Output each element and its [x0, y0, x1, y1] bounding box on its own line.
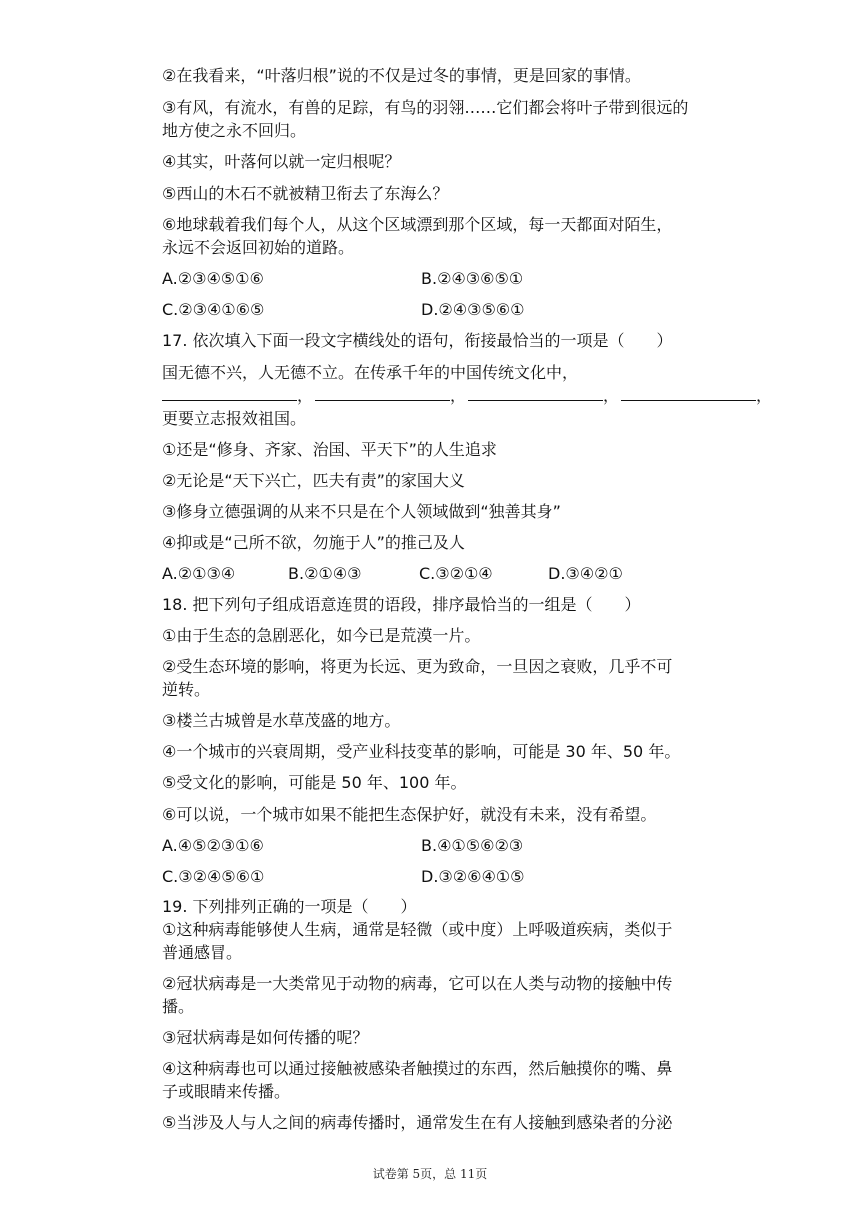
comma: ， [450, 386, 467, 405]
q18-line-6: ⑥可以说，一个城市如果不能把生态保护好，就没有未来，没有希望。 [162, 805, 657, 824]
q18-stem: 18. 把下列句子组成语意连贯的语段，排序最恰当的一组是（ ） [162, 595, 641, 614]
sentence-6-cont: 永远不会返回初始的道路。 [162, 238, 355, 257]
q17-option-b[interactable]: B.②①④③ [288, 564, 362, 583]
sentence-5: ⑤西山的木石不就被精卫衔去了东海么？ [162, 184, 449, 203]
q18-option-a[interactable]: A.④⑤②③①⑥ [162, 836, 264, 855]
q19-line-4-cont: 子或眼睛来传播。 [162, 1082, 291, 1101]
q19-line-2-cont: 播。 [162, 997, 195, 1016]
q17-options [162, 564, 623, 584]
comma: ， [297, 386, 314, 405]
sentence-3: ③有风，有流水，有兽的足踪，有鸟的羽翎……它们都会将叶子带到很远的 [162, 98, 689, 117]
q17-option-a[interactable]: A.②①③④ [162, 564, 236, 583]
sentence-2: ②在我看来，“叶落归根”说的不仅是过冬的事情，更是回家的事情。 [162, 66, 641, 85]
q16-option-c[interactable]: C.②③④①⑥⑤ [162, 300, 265, 319]
q17-blanks-row [162, 386, 772, 406]
q18-line-1: ①由于生态的急剧恶化，如今已是荒漠一片。 [162, 626, 481, 645]
q17-item-2: ②无论是“天下兴亡，匹夫有责”的家国大义 [162, 471, 465, 490]
q17-stem: 17. 依次填入下面一段文字横线处的语句，衔接最恰当的一项是（ ） [162, 331, 673, 350]
q16-option-d[interactable]: D.②④③⑤⑥① [421, 300, 525, 319]
q17-option-d[interactable]: D.③④②① [548, 564, 623, 583]
sentence-6: ⑥地球载着我们每个人，从这个区域漂到那个区域，每一天都面对陌生， [162, 215, 673, 234]
blank-2[interactable] [315, 386, 450, 401]
q18-line-2: ②受生态环境的影响，将更为长远、更为致命，一旦因之衰败，几乎不可 [162, 657, 673, 676]
q19-line-4: ④这种病毒也可以通过接触被感染者触摸过的东西，然后触摸你的嘴、鼻 [162, 1059, 673, 1078]
q16-option-b[interactable]: B.②④③⑥⑤① [421, 269, 524, 288]
q17-option-c[interactable]: C.③②①④ [419, 564, 493, 583]
q17-passage-end: 更要立志报效祖国。 [162, 409, 307, 428]
q17-item-1: ①还是“修身、齐家、治国、平天下”的人生追求 [162, 440, 497, 459]
q18-option-b[interactable]: B.④①⑤⑥②③ [421, 836, 524, 855]
q19-line-5: ⑤当涉及人与人之间的病毒传播时，通常发生在有人接触到感染者的分泌 [162, 1113, 673, 1132]
sentence-3-cont: 地方使之永不回归。 [162, 121, 307, 140]
q19-line-1: ①这种病毒能够使人生病，通常是轻微（或中度）上呼吸道疾病，类似于 [162, 920, 673, 939]
page-footer: 试卷第 5页，总 11页 [372, 1167, 488, 1181]
sentence-4: ④其实，叶落何以就一定归根呢？ [162, 152, 401, 171]
q19-stem: 19. 下列排列正确的一项是（ ） [162, 897, 417, 916]
blank-1[interactable] [162, 386, 297, 401]
q19-line-2: ②冠状病毒是一大类常见于动物的病毒，它可以在人类与动物的接触中传 [162, 974, 673, 993]
q19-line-3: ③冠状病毒是如何传播的呢？ [162, 1028, 369, 1047]
q17-item-3: ③修身立德强调的从来不只是在个人领域做到“独善其身” [162, 502, 561, 521]
q18-option-c[interactable]: C.③②④⑤⑥① [162, 867, 265, 886]
q18-option-d[interactable]: D.③②⑥④①⑤ [421, 867, 525, 886]
comma: ， [603, 386, 620, 405]
q18-line-2-cont: 逆转。 [162, 680, 211, 699]
q18-line-4: ④一个城市的兴衰周期，受产业科技变革的影响，可能是 30 年、50 年。 [162, 742, 681, 761]
comma: ， [756, 386, 773, 405]
q17-passage-start: 国无德不兴，人无德不立。在传承千年的中国传统文化中， [162, 363, 579, 382]
q18-line-3: ③楼兰古城曾是水草茂盛的地方。 [162, 711, 401, 730]
q18-line-5: ⑤受文化的影响，可能是 50 年、100 年。 [162, 773, 467, 792]
blank-4[interactable] [621, 386, 756, 401]
blank-3[interactable] [468, 386, 603, 401]
q17-item-4: ④抑或是“己所不欲，勿施于人”的推己及人 [162, 533, 465, 552]
q16-option-a[interactable]: A.②③④⑤①⑥ [162, 269, 264, 288]
q19-line-1-cont: 普通感冒。 [162, 943, 243, 962]
